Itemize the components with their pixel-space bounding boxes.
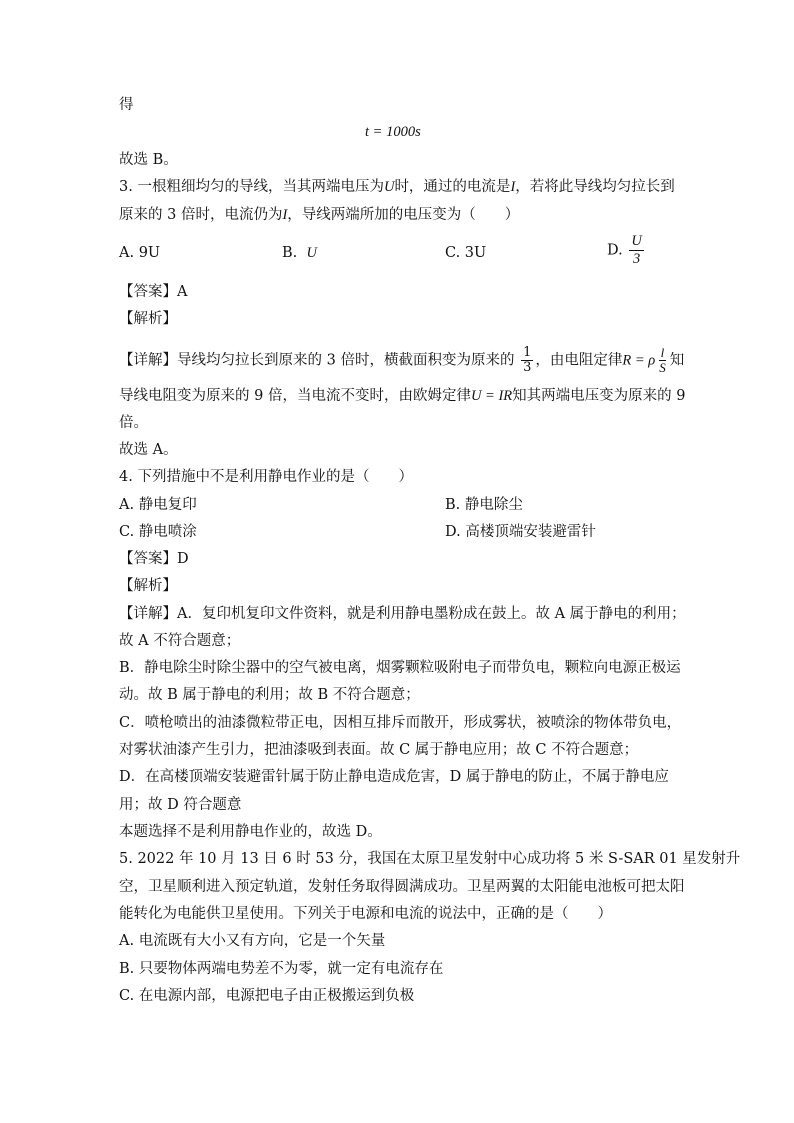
text-line: 故选 B。 bbox=[119, 152, 178, 168]
q3-option-b: B. U bbox=[282, 245, 317, 261]
q5-option-a: A. 电流既有大小又有方向，它是一个矢量 bbox=[119, 933, 386, 949]
text-line: 【详解】A．复印机复印文件资料，就是利用静电墨粉成在鼓上。故 A 属于静电的利用； bbox=[119, 606, 686, 622]
q5-stem-line-2: 空，卫星顺利进入预定轨道，发射任务取得圆满成功。卫星两翼的太阳能电池板可把太阳 bbox=[119, 879, 685, 895]
q3-option-a: A. 9U bbox=[119, 245, 161, 261]
q3-answer: 【答案】A bbox=[119, 284, 188, 300]
q5-stem-line-1: 5. 2022 年 10 月 13 日 6 时 53 分，我国在太原卫星发射中心成功将 5 米 S-SAR 01 星发射升 bbox=[119, 851, 741, 867]
q5-option-b: B. 只要物体两端电势差不为零，就一定有电流存在 bbox=[119, 961, 444, 977]
q3-stem-line-2: 原来的 3 倍时，电流仍为I，导线两端所加的电压变为（ ） bbox=[119, 207, 520, 223]
q4-option-a: A. 静电复印 bbox=[119, 497, 197, 513]
fraction-one-third: $\frac{1}{3}$ bbox=[523, 345, 532, 375]
q4-stem: 4. 下列措施中不是利用静电作业的是（ ） bbox=[119, 469, 413, 485]
text-line: D．在高楼顶端安装避雷针属于防止静电造成危害，D 属于静电的防止，不属于静电应 bbox=[119, 769, 669, 785]
formula-t: t = 1000s bbox=[365, 124, 421, 140]
text-line: 故 A 不符合题意； bbox=[119, 633, 241, 649]
text-line: 对雾状油漆产生引力，把油漆吸到表面。故 C 属于静电应用；故 C 不符合题意； bbox=[119, 742, 639, 758]
q5-stem-line-3: 能转化为电能供卫星使用。下列关于电源和电流的说法中，正确的是（ ） bbox=[119, 906, 612, 922]
q3-analysis-heading: 【解析】 bbox=[119, 311, 177, 327]
q4-option-d: D. 高楼顶端安装避雷针 bbox=[445, 524, 596, 540]
q3-option-c: C. 3U bbox=[445, 245, 487, 261]
text-line: 用；故 D 符合题意 bbox=[119, 797, 242, 813]
fraction-u-over-3: $\frac{U}{3}$ bbox=[631, 233, 642, 267]
text-line: C．喷枪喷出的油漆微粒带正电，因相互排斥而散开，形成雾状，被喷涂的物体带负电， bbox=[119, 715, 682, 731]
text-line: 动。故 B 属于静电的利用；故 B 不符合题意； bbox=[119, 687, 420, 703]
q4-answer: 【答案】D bbox=[119, 551, 189, 567]
text-line: 故选 A。 bbox=[119, 442, 178, 458]
q4-option-c: C. 静电喷涂 bbox=[119, 524, 197, 540]
text-line: 倍。 bbox=[119, 415, 148, 431]
q3-detail-line-1: 【详解】导线均匀拉长到原来的 3 倍时，横截面积变为原来的 $\frac{1}{3}$ ，由电阻定律R = ρ $\frac{l}{S}$ 知 bbox=[119, 345, 685, 375]
q3-detail-line-2: 导线电阻变为原来的 9 倍，当电流不变时，由欧姆定律U = IR知其两端电压变为原来的 9 bbox=[119, 388, 686, 404]
text-line: B．静电除尘时除尘器中的空气被电离，烟雾颗粒吸附电子而带负电，颗粒向电源正极运 bbox=[119, 660, 681, 676]
fraction-l-over-s: $\frac{l}{S}$ bbox=[659, 345, 666, 375]
q3-stem-line-1: 3. 一根粗细均匀的导线，当其两端电压为U时，通过的电流是I，若将此导线均匀拉长到 bbox=[119, 179, 675, 195]
q4-analysis-heading: 【解析】 bbox=[119, 578, 177, 594]
text-line: 本题选择不是利用静电作业的，故选 D。 bbox=[119, 824, 382, 840]
q3-option-d: D. $\frac{U}{3}$ bbox=[607, 233, 642, 267]
text-line: 得 bbox=[119, 97, 134, 113]
q4-option-b: B. 静电除尘 bbox=[445, 497, 523, 513]
q5-option-c: C. 在电源内部，电源把电子由正极搬运到负极 bbox=[119, 988, 415, 1004]
